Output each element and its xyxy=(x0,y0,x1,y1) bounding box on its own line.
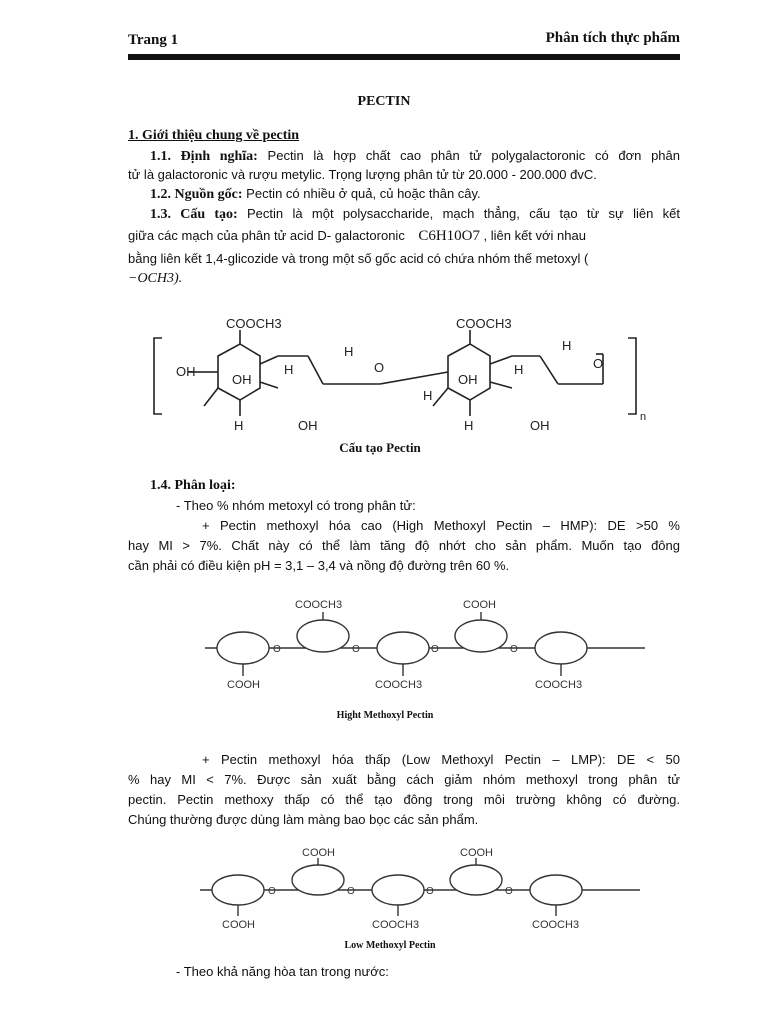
group-label-right: COOCH3 xyxy=(456,316,512,331)
classification-heading: 1.4. Phân loại: xyxy=(150,478,236,493)
oh-label-2: OH xyxy=(232,372,252,387)
figure1-caption: Cấu tạo Pectin xyxy=(339,440,421,455)
definition-line-2: tử là galactoronic và rượu metylic. Trọng lượng phân tử từ 20.000 - 200.000 đvC. xyxy=(128,167,597,182)
lmp-line-2: % hay MI < 7%. Được sản xuất bằng cách giảm nhóm methoxyl trong phân tử xyxy=(128,772,680,787)
oh-label-5: OH xyxy=(530,418,550,433)
hmp-label-1: COOCH3 xyxy=(295,599,343,611)
lmp-label-3: COOH xyxy=(222,919,255,931)
o-label-bridge: O xyxy=(374,360,385,375)
group-label-left: COOCH3 xyxy=(226,316,282,331)
pectin-structure-diagram xyxy=(148,316,658,444)
lmp-o-4: O xyxy=(505,886,513,897)
hmp-label-5: COOCH3 xyxy=(535,679,583,691)
solubility-line: - Theo khả năng hòa tan trong nước: xyxy=(176,964,389,979)
hmp-label-4: COOCH3 xyxy=(375,679,423,691)
origin-text: Pectin có nhiều ở quả, củ hoặc thân cây. xyxy=(242,186,481,201)
lmp-label-2: COOH xyxy=(460,848,493,859)
figure2-caption: Hight Methoxyl Pectin xyxy=(336,710,434,721)
lmp-o-2: O xyxy=(347,886,355,897)
structure-text-2b: , liên kết với nhau xyxy=(483,228,586,243)
h-label-4: H xyxy=(423,388,433,403)
oh-label-1: OH xyxy=(176,364,196,379)
page-number: Trang 1 xyxy=(128,32,179,48)
structure-line-1 xyxy=(128,204,680,225)
structure-label: 1.3. Cấu tạo: xyxy=(150,207,238,222)
hmp-label-3: COOH xyxy=(227,679,260,691)
structure-line-4: −OCH3). xyxy=(128,271,183,286)
formula: C6H10O7 xyxy=(418,228,480,244)
hmp-o-1: O xyxy=(273,644,281,655)
lmp-label-4: COOCH3 xyxy=(372,919,420,931)
definition-line-1 xyxy=(128,146,680,167)
hmp-chain-diagram xyxy=(205,598,655,708)
h-label-1: H xyxy=(284,362,294,377)
oh-label-3: OH xyxy=(298,418,318,433)
oh-label-4: OH xyxy=(458,372,478,387)
figure3-caption: Low Methoxyl Pectin xyxy=(344,940,436,951)
origin-line xyxy=(128,184,680,205)
hmp-o-4: O xyxy=(510,644,518,655)
o-label-end: O xyxy=(593,356,604,371)
hmp-line-3: cần phải có điều kiện pH = 3,1 – 3,4 và nồng độ đường trên 60 %. xyxy=(128,558,510,573)
lmp-label-1: COOH xyxy=(302,848,335,859)
definition-label: 1.1. Định nghĩa: xyxy=(150,149,258,164)
hmp-line-2: hay MI > 7%. Chất này có thể làm tăng độ nhớt cho sản phẩm. Muốn tạo đông xyxy=(128,538,680,553)
header-title: Phân tích thực phẩm xyxy=(545,30,680,46)
lmp-o-1: O xyxy=(268,886,276,897)
document-title: PECTIN xyxy=(357,94,411,109)
lmp-line-4: Chúng thường được dùng làm màng bao bọc các sản phẩm. xyxy=(128,812,479,827)
structure-text-2a: giữa các mạch của phân tử acid D- galactoronic xyxy=(128,228,405,243)
lmp-line-1: + Pectin methoxyl hóa thấp (Low Methoxyl Pectin – LMP): DE < 50 xyxy=(202,752,680,767)
lmp-chain-diagram xyxy=(200,848,650,938)
structure-line-2 xyxy=(128,226,680,247)
origin-label: 1.2. Nguồn gốc: xyxy=(150,187,243,202)
section-heading xyxy=(128,126,680,146)
lmp-line-3: pectin. Pectin methoxy thấp có thể tạo đông trong môi trường không có đường. xyxy=(128,792,680,807)
lmp-o-3: O xyxy=(426,886,434,897)
hmp-o-2: O xyxy=(352,644,360,655)
structure-line-3: bằng liên kết 1,4-glicozide và trong một số gốc acid có chứa nhóm thế metoxyl ( xyxy=(128,251,589,266)
hmp-o-3: O xyxy=(431,644,439,655)
hmp-label-2: COOH xyxy=(463,599,496,611)
definition-text: Pectin là hợp chất cao phân tử polygalactoronic có đơn phân xyxy=(257,148,681,163)
header-rule xyxy=(128,54,680,60)
h-label-7: H xyxy=(464,418,474,433)
lmp-label-5: COOCH3 xyxy=(532,919,580,931)
h-label-2: H xyxy=(234,418,244,433)
h-label-3: H xyxy=(344,344,354,359)
repeat-n-label: n xyxy=(640,411,647,423)
section1-heading: 1. Giới thiệu chung về pectin xyxy=(128,128,300,143)
h-label-6: H xyxy=(562,338,572,353)
hmp-line-1: + Pectin methoxyl hóa cao (High Methoxyl Pectin – HMP): DE >50 % xyxy=(202,518,680,533)
structure-text: Pectin là một polysaccharide, mạch thẳng, cấu tạo từ sự liên kết xyxy=(237,206,680,221)
h-label-5: H xyxy=(514,362,524,377)
classification-line-1: - Theo % nhóm metoxyl có trong phân tử: xyxy=(176,498,416,513)
